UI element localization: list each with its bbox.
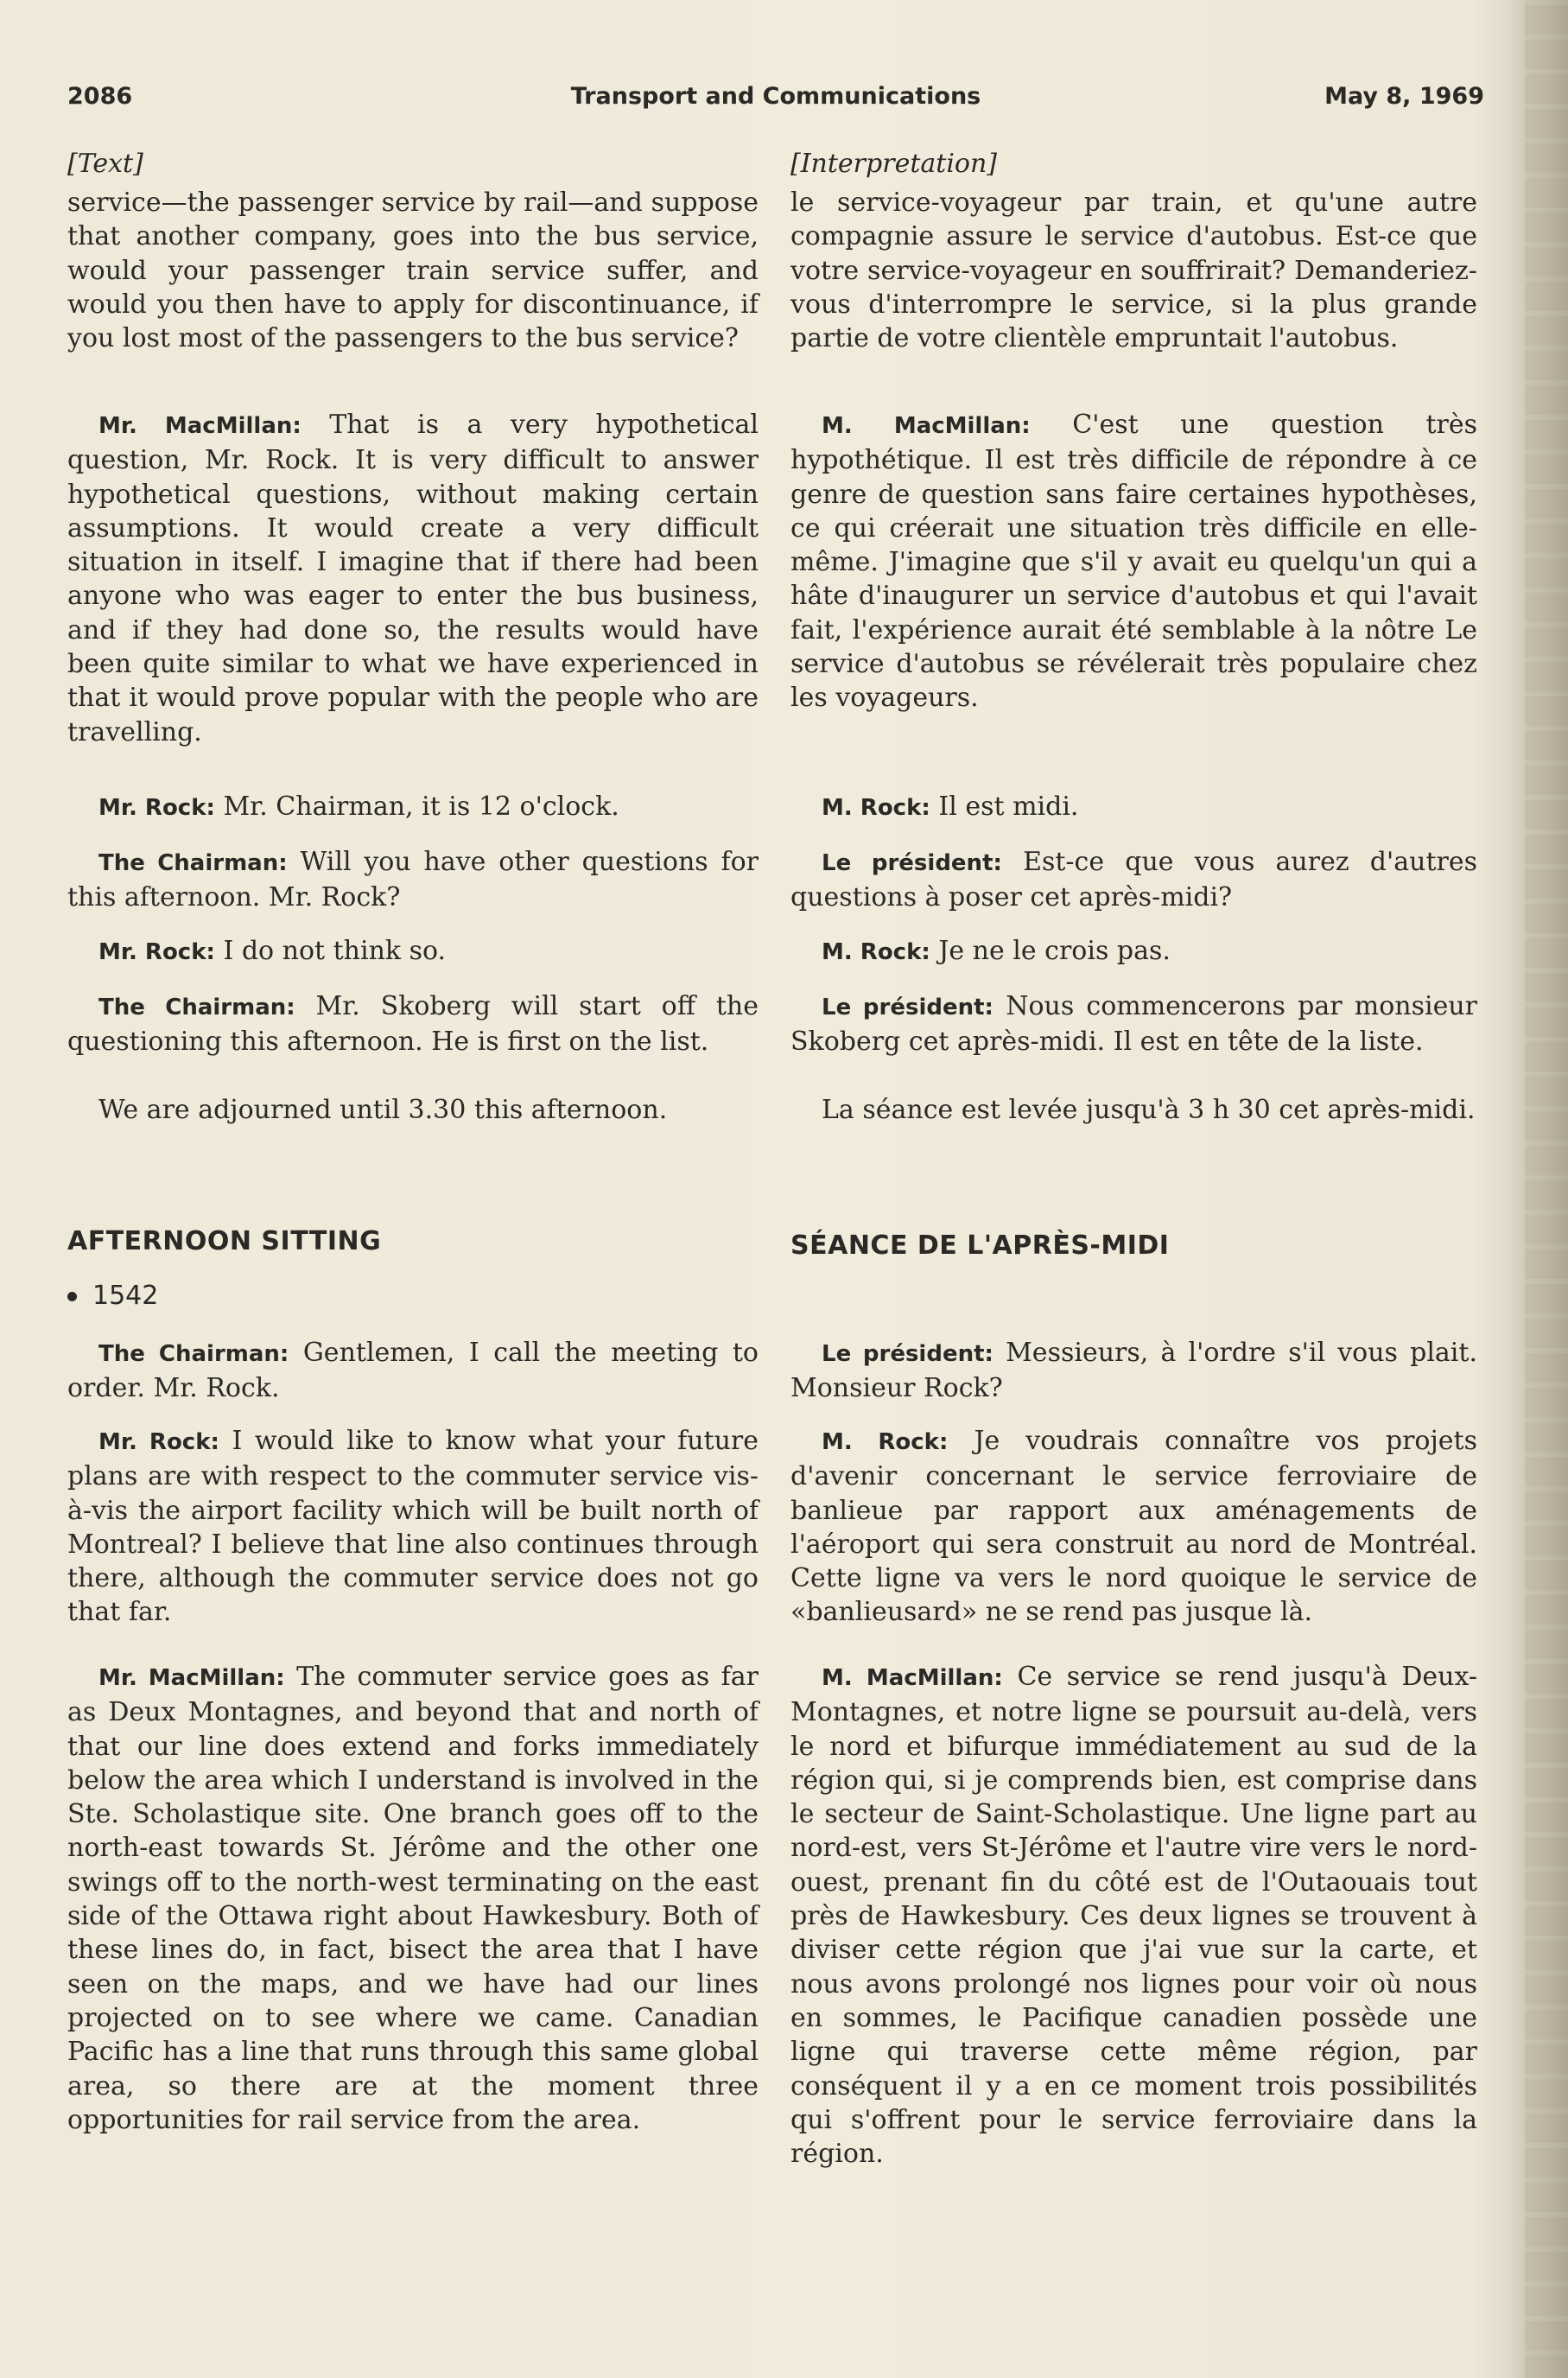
paragraph: The Chairman: Gentlemen, I call the meeting to order. Mr. Rock. [67,1338,759,1404]
speaker: Le président: [822,850,1002,876]
speaker: M. MacMillan: [822,413,1031,439]
running-head [67,83,1484,118]
paragraph: M. MacMillan: Ce service se rend jusqu'à Deux-Montagnes, et notre ligne se poursuit au-delà, vers le nord et bifurque immédiatement au sud de la région qui, si je comprends bien, est comprise dans le secteur de Saint-Scholastique. Une ligne part au nord-est, vers St-Jérôme et l'autre vire vers le nord-ouest, prenant fin du côté est de l'Outaouais tout près de Hawkesbury. Ces deux lignes se trouvent à diviser cette région que j'ai vue sur la carte, et nous avons prolongé nos lignes pour voir où nous en sommes, le Pacifique canadien possède une ligne qui traverse cette même région, par conséquent il y a en ce moment trois possibilités qui s'offrent pour le service ferroviaire dans la région. [790,1662,1477,2170]
paragraph: Le président: Est-ce que vous aurez d'autres questions à poser cet après-midi? [790,847,1477,913]
speaker: Le président: [822,995,993,1021]
paragraph: M. MacMillan: C'est une question très hypothétique. Il est très difficile de répondre à ce genre de question sans faire certaines hypothèses, ce qui créerait une situation très difficile en elle-même. J'imagine que s'il y avait eu quelqu'un qui a hâte d'inaugurer un service d'autobus et qui l'avait fait, l'expérience aurait été semblable à la nôtre Le service d'autobus se révélerait très populaire chez les voyageurs. [790,410,1477,714]
speaker: M. Rock: [822,939,930,965]
page-title: Transport and Communications [570,83,981,110]
speaker: The Chairman: [98,995,295,1021]
column-tag: [Interpretation] [790,149,998,179]
bullet-icon [67,1292,77,1301]
speaker: Mr. MacMillan: [98,413,302,439]
paragraph: Le président: Messieurs, à l'ordre s'il vous plait. Monsieur Rock? [790,1338,1477,1404]
speaker: M. Rock: [822,1429,949,1455]
binding-edge [1525,0,1568,2378]
paragraph: M. Rock: Je ne le crois pas. [822,936,1171,966]
section-heading: SÉANCE DE L'APRÈS-MIDI [790,1230,1170,1261]
paragraph: Mr. MacMillan: That is a very hypothetical question, Mr. Rock. It is very difficult to answer hypothetical questions, without making certain assumptions. It would create a very difficult situation in itself. I imagine that if there had been anyone who was eager to enter the bus business, and if they had done so, the results would have been quite similar to what we have experienced in that it would prove popular with the people who are travelling. [67,410,759,747]
speaker: Le président: [822,1341,993,1367]
speaker: M. MacMillan: [822,1665,1003,1691]
speaker: The Chairman: [98,850,288,876]
speaker: The Chairman: [98,1341,289,1367]
paragraph: M. Rock: Il est midi. [822,792,1079,822]
page-date: May 8, 1969 [1324,83,1484,110]
page-number: 2086 [67,83,133,110]
paragraph: Mr. Rock: I do not think so. [98,936,447,966]
paragraph: The Chairman: Mr. Skoberg will start off the questioning this afternoon. He is first on the list. [67,991,759,1058]
paragraph: We are adjourned until 3.30 this afternoon. [98,1095,668,1125]
paragraph: The Chairman: Will you have other questions for this afternoon. Mr. Rock? [67,847,759,913]
paragraph: M. Rock: Je voudrais connaître vos projets d'avenir concernant le service ferroviaire de banlieue par rapport aux aménagements de l'aéroport qui sera construit au nord de Montréal. Cette ligne va vers le nord quoique le service de «banlieusard» ne se rend pas jusque là. [790,1426,1477,1628]
speaker: M. Rock: [822,795,930,821]
paragraph: service—the passenger service by rail—and suppose that another company, goes into the bus service, would your passenger train service suffer, and would you then have to apply for discontinuance, if you lost most of the passengers to the bus service? [67,188,759,354]
column-tag: [Text] [67,149,143,179]
paragraph: Mr. Rock: I would like to know what your future plans are with respect to the commuter service vis-à-vis the airport facility which will be built north of Montreal? I believe that line also continues through there, although the commuter service does not go that far. [67,1426,759,1628]
speaker: Mr. MacMillan: [98,1665,285,1691]
speaker: Mr. Rock: [98,939,215,965]
section-heading: AFTERNOON SITTING [67,1226,382,1256]
speaker: Mr. Rock: [98,1429,219,1455]
paragraph: le service-voyageur par train, et qu'une autre compagnie assure le service d'autobus. Est-ce que votre service-voyageur en souffrirait? Demanderiez-vous d'interrompre le service, si la plus grande partie de votre clientèle empruntait l'autobus. [790,188,1477,354]
paragraph: Mr. MacMillan: The commuter service goes as far as Deux Montagnes, and beyond that and north of that our line does extend and forks immediately below the area which I understand is involved in the Ste. Scholastique site. One branch goes off to the north-east towards St. Jérôme and the other one swings off to the north-west terminating on the east side of the Ottawa right about Hawkesbury. Both of these lines do, in fact, bisect the area that I have seen on the maps, and we have had our lines projected on to see where we came. Canadian Pacific has a line that runs through this same global area, so there are at the moment three opportunities for rail service from the area. [67,1662,759,2135]
time-marker: 1542 [67,1279,759,1313]
paragraph: Mr. Rock: Mr. Chairman, it is 12 o'clock. [98,792,619,822]
speaker: Mr. Rock: [98,795,215,821]
paragraph: La séance est levée jusqu'à 3 h 30 cet après-midi. [822,1095,1476,1125]
paragraph: Le président: Nous commencerons par monsieur Skoberg cet après-midi. Il est en tête de la liste. [790,991,1478,1058]
